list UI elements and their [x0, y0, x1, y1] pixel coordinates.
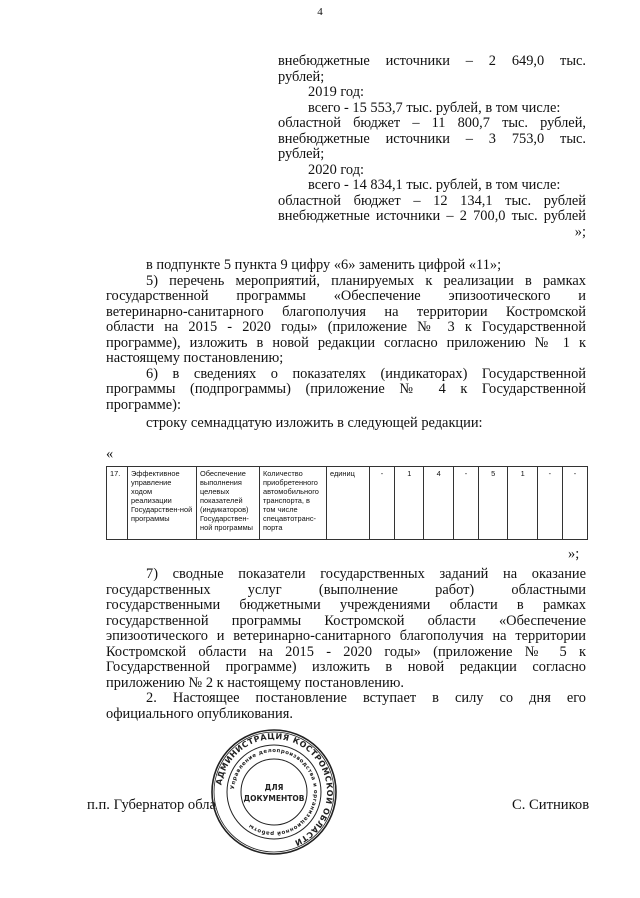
- table-cell: 1: [508, 467, 537, 540]
- stamp-center-line2: ДОКУМЕНТОВ: [243, 794, 305, 803]
- paragraph-7-line: государственных услуг (выполнение работ) областными: [106, 581, 586, 598]
- table-cell: 4: [424, 467, 453, 540]
- signature-title: п.п. Губернатор обла: [87, 797, 217, 813]
- paragraph-7-line: Государственной программе) изложить в новой редакции согласно: [106, 659, 586, 675]
- paragraph-7-line: Костромской области на 2015 - 2020 годы» (приложение № 5 к: [106, 643, 586, 660]
- year-2019-total: всего - 15 553,7 тыс. рублей, в том числе:: [308, 99, 561, 116]
- year-2020-extrabudget: внебюджетные источники – 2 700,0 тыс. рублей: [278, 208, 586, 224]
- paragraph-5-line: программе), изложить в новой редакции согласно приложению № 1 к: [106, 334, 586, 351]
- paragraph-7-line: приложению № 2 к настоящему постановлению.: [106, 674, 405, 691]
- official-stamp: [210, 728, 338, 856]
- paragraph-subitem-5: в подпункте 5 пункта 9 цифру «6» заменить цифрой «11»;: [146, 257, 502, 273]
- stamp-inner-text: Управление делопроизводства и организационной работы: [230, 747, 319, 837]
- paragraph-row17: строку семнадцатую изложить в следующей редакции:: [146, 415, 483, 431]
- table-close-quote: »;: [568, 546, 580, 562]
- table-open-quote: «: [106, 446, 114, 462]
- signature-name: С. Ситников: [512, 797, 590, 813]
- paragraph-6-line: 6) в сведениях о показателях (индикаторах) Государственной: [146, 365, 586, 382]
- funding-line: внебюджетные источники – 2 649,0 тыс.: [278, 53, 586, 69]
- paragraph-2-line: официального опубликования.: [106, 705, 293, 722]
- stamp-outer-text: АДМИНИСТРАЦИЯ КОСТРОМСКОЙ ОБЛАСТИ: [214, 731, 335, 848]
- year-2020-total: всего - 14 834,1 тыс. рублей, в том числе:: [308, 177, 561, 193]
- year-2019-regional: областной бюджет – 11 800,7 тыс. рублей,: [278, 115, 586, 131]
- paragraph-5-line: области на 2015 - 2020 годы» (приложение № 3 к Государственной: [106, 319, 586, 335]
- table-cell: -: [370, 467, 395, 540]
- table-cell: -: [537, 467, 562, 540]
- table-cell: Количество приобретенного автомобильного транспорта, в том числе спецавтотранс-порта: [260, 467, 327, 540]
- year-2019-extrabudget-cont: рублей;: [278, 146, 325, 162]
- funding-continuation: [278, 54, 586, 240]
- table-cell: 5: [478, 467, 507, 540]
- page-number: 4: [317, 6, 323, 18]
- paragraph-7-line: 7) сводные показатели государственных заданий на оказание: [146, 566, 586, 582]
- paragraph-5-line: 5) перечень мероприятий, планируемых к реализации в рамках: [146, 272, 586, 289]
- paragraph-5-line: государственной программы «Обеспечение эпизоотического и: [106, 288, 586, 304]
- table-cell: Эффективное управление ходом реализации Государствен-ной программы: [128, 467, 197, 540]
- closing-quote: »;: [574, 223, 586, 240]
- year-2020-regional: областной бюджет – 12 134,1 тыс. рублей: [278, 192, 586, 209]
- stamp-center-line1: ДЛЯ: [264, 783, 284, 792]
- body-text-lower: [106, 567, 586, 722]
- paragraph-6-line: программе):: [106, 396, 181, 413]
- paragraph-2-line: 2. Настоящее постановление вступает в силу со дня его: [146, 690, 586, 706]
- year-2020-heading: 2020 год:: [308, 161, 365, 178]
- funding-line: рублей;: [278, 68, 325, 85]
- indicators-table: [106, 466, 588, 540]
- table-row: [107, 467, 588, 540]
- paragraph-5-line: ветеринарно-санитарного благополучия на территории Костромской: [106, 303, 586, 320]
- table-cell: Обеспечение выполнения целевых показателей (индикаторов) Государствен-ной программы: [197, 467, 260, 540]
- paragraph-5-line: настоящему постановлению;: [106, 350, 284, 366]
- body-text-upper: [106, 258, 586, 432]
- paragraph-6-line: программы (подпрограммы) (приложение № 4 к Государственной: [106, 381, 586, 397]
- paragraph-7-line: государственной программы Костромской области «Обеспечение: [106, 612, 586, 629]
- year-2019-extrabudget: внебюджетные источники – 3 753,0 тыс.: [278, 130, 586, 147]
- table-cell: 1: [395, 467, 424, 540]
- table-cell: -: [562, 467, 587, 540]
- year-2019-heading: 2019 год:: [308, 84, 365, 100]
- table-cell: единиц: [327, 467, 370, 540]
- paragraph-7-line: эпизоотического и ветеринарно-санитарного благополучия на территории: [106, 628, 586, 644]
- table-cell: -: [453, 467, 478, 540]
- table-cell: 17.: [107, 467, 128, 540]
- paragraph-7-line: государственными бюджетными учреждениями области в рамках: [106, 597, 586, 613]
